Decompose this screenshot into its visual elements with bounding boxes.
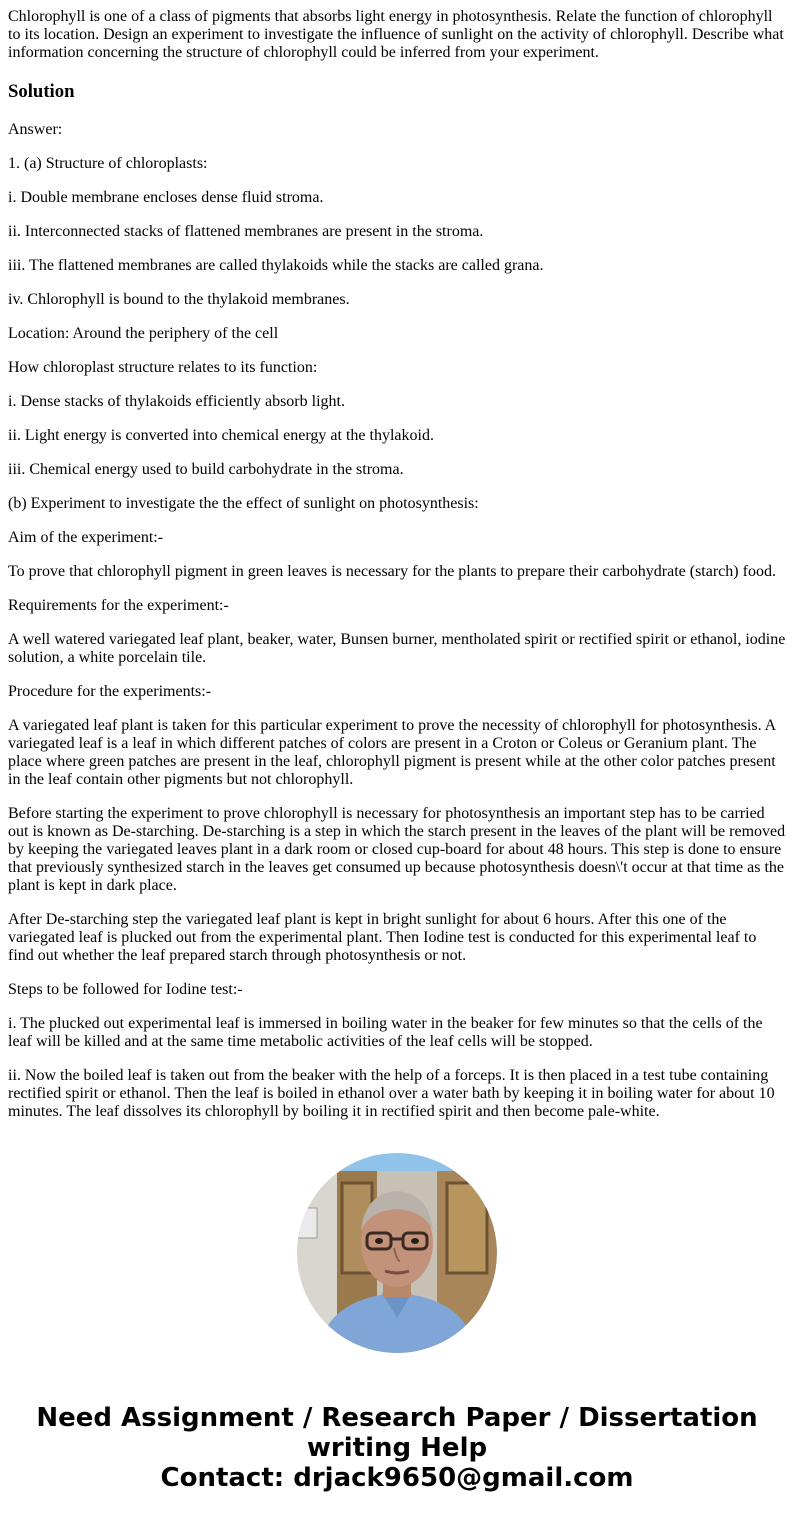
answer-paragraph: iv. Chlorophyll is bound to the thylakoid membranes.: [8, 291, 350, 308]
answer-paragraph: Requirements for the experiment:-: [8, 597, 229, 614]
answer-paragraph: iii. Chemical energy used to build carbohydrate in the stroma.: [8, 461, 404, 478]
promo-contact: Contact: drjack9650@gmail.com: [160, 1463, 634, 1493]
answer-paragraph: i. Dense stacks of thylakoids efficiently absorb light.: [8, 393, 345, 410]
answer-paragraph: Before starting the experiment to prove chlorophyll is necessary for photosynthesis an important step has to be carried out is known as De-starching. De-starching is a step in which the starch present in the leaves of the plant will be removed by keeping the variegated leaves plant in a dark room or closed cup-board for about 48 hours. This step is done to ensure that previously synthesized starch in the leaves get consumed up because photosynthesis doesn\'t occur at that time as the plant is kept in dark place.: [8, 805, 786, 894]
solution-heading: Solution: [8, 81, 75, 102]
author-avatar-image: [297, 1153, 497, 1353]
answer-paragraph: Procedure for the experiments:-: [8, 683, 212, 700]
answer-paragraph: Location: Around the periphery of the cell: [8, 325, 279, 342]
answer-paragraph: A variegated leaf plant is taken for this particular experiment to prove the necessity of chlorophyll for photosynthesis. A variegated leaf is a leaf in which different patches of colors are present in a Croton or Coleus or Geranium plant. The place where green patches are present in the leaf, chlorophyll pigment is present while at the other color patches present in the leaf contain other pigments but not chlorophyll.: [8, 717, 776, 788]
answer-paragraph: i. The plucked out experimental leaf is immersed in boiling water in the beaker for few minutes so that the cells of the leaf will be killed and at the same time metabolic activities of the leaf cells will be stopped.: [8, 1015, 763, 1050]
answer-paragraph: After De-starching step the variegated leaf plant is kept in bright sunlight for about 6 hours. After this one of the variegated leaf is plucked out from the experimental plant. Then Iodine test is conducted for this experimental leaf to find out whether the leaf prepared starch through photosynthesis or not.: [8, 911, 757, 964]
answer-paragraph: ii. Interconnected stacks of flattened membranes are present in the stroma.: [8, 223, 484, 240]
answer-paragraph: ii. Now the boiled leaf is taken out from the beaker with the help of a forceps. It is then placed in a test tube containing rectified spirit or ethanol. Then the leaf is boiled in ethanol over a water bath by keeping it in boiling water for about 10 minutes. The leaf dissolves its chlorophyll by boiling it in rectified spirit and then become pale-white.: [8, 1067, 775, 1120]
answer-paragraph: Steps to be followed for Iodine test:-: [8, 981, 243, 998]
promo-line-1: Need Assignment / Research Paper / Dissertation: [36, 1403, 758, 1433]
answer-paragraph: A well watered variegated leaf plant, beaker, water, Bunsen burner, mentholated spirit or rectified spirit or ethanol, iodine solution, a white porcelain tile.: [8, 631, 786, 666]
answer-paragraph: Aim of the experiment:-: [8, 529, 164, 546]
answer-paragraph: 1. (a) Structure of chloroplasts:: [8, 155, 208, 172]
question-text: Chlorophyll is one of a class of pigments that absorbs light energy in photosynthesis. Relate the function of chlorophyll to its location. Design an experiment to investigate the influence of sunlight on the activity of chlorophyll. Describe what information concerning the structure of chlorophyll could be inferred from your experiment.: [8, 8, 784, 61]
answer-paragraph: (b) Experiment to investigate the the effect of sunlight on photosynthesis:: [8, 495, 479, 512]
answer-paragraph: How chloroplast structure relates to its function:: [8, 359, 318, 376]
answer-paragraph: ii. Light energy is converted into chemical energy at the thylakoid.: [8, 427, 434, 444]
promo-line-2: writing Help: [306, 1433, 488, 1463]
author-photo: [297, 1153, 497, 1353]
answer-paragraph: Answer:: [8, 121, 63, 138]
answer-paragraph: iii. The flattened membranes are called thylakoids while the stacks are called grana.: [8, 257, 544, 274]
answer-paragraph: i. Double membrane encloses dense fluid stroma.: [8, 189, 324, 206]
answer-paragraph: To prove that chlorophyll pigment in green leaves is necessary for the plants to prepare their carbohydrate (starch) food.: [8, 563, 776, 580]
promo-banner: [0, 1403, 794, 1493]
answer-body: [8, 121, 786, 1121]
